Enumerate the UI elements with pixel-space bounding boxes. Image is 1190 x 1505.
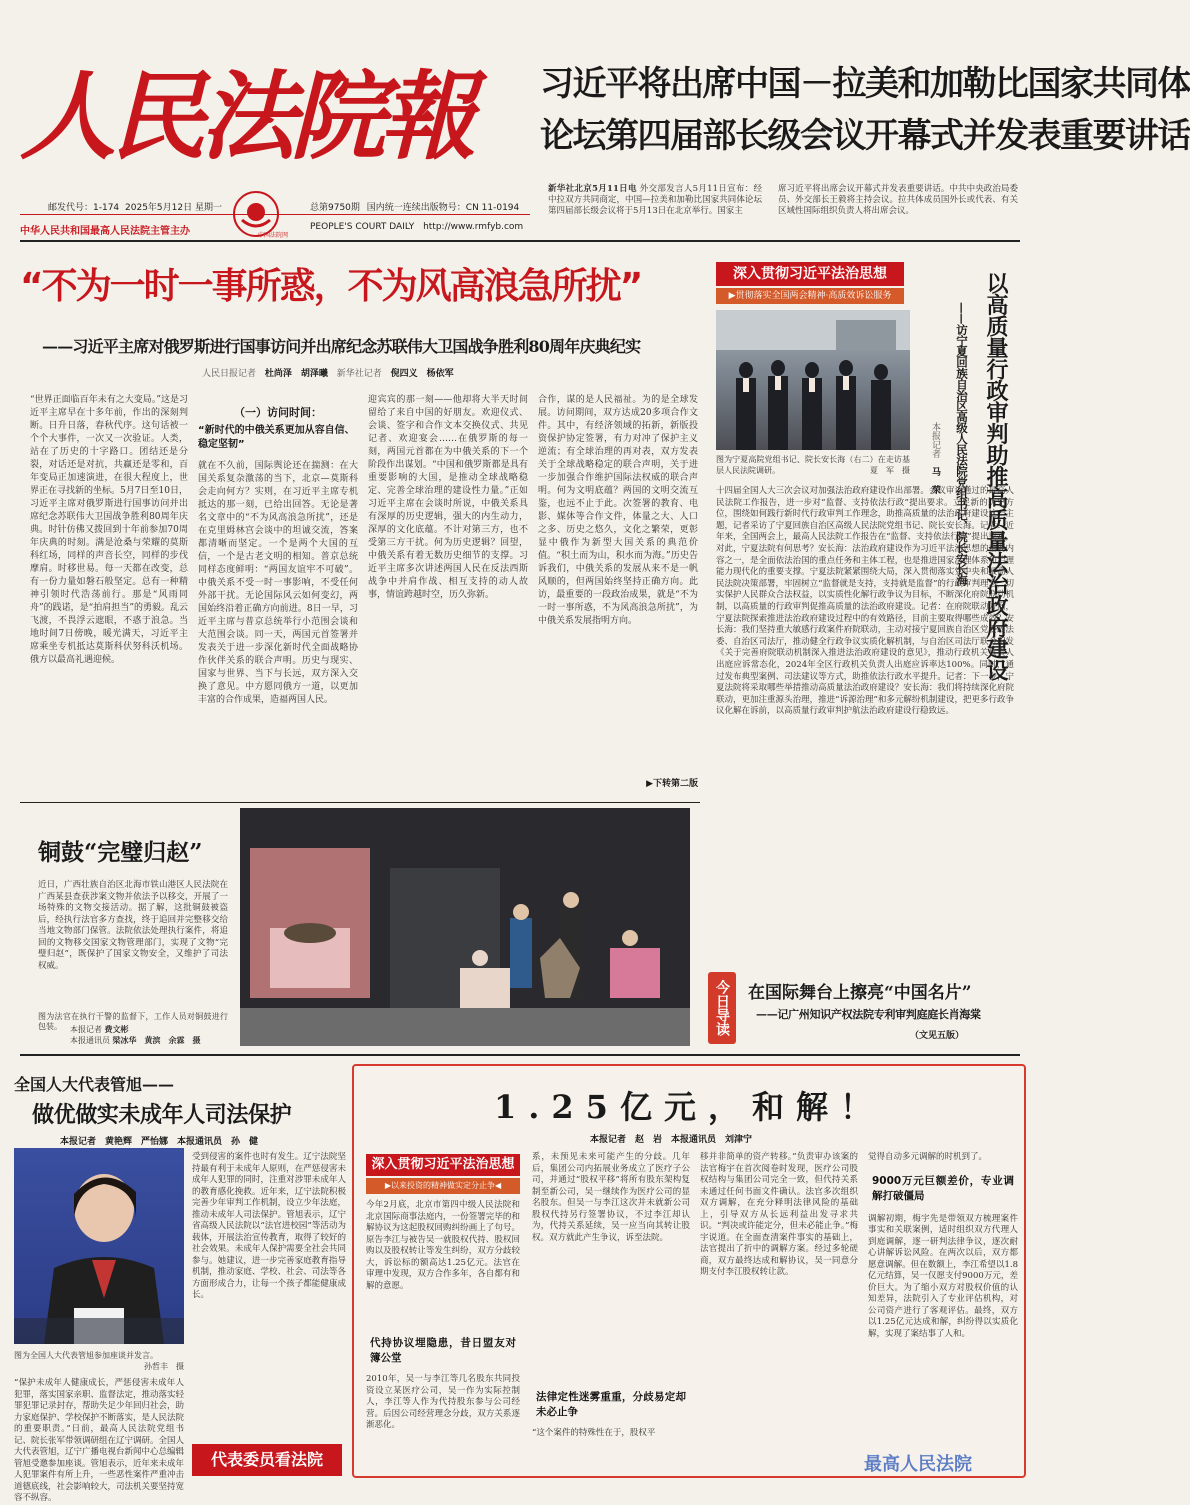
boxed-subhead1: 代持协议埋隐患，昔日盟友对簿公堂 [370, 1337, 516, 1364]
sidebar-body: 十四届全国人大三次会议对加强法治政府建设作出部署。会议审议通过的最高人民法院工作报告，进一步对“监督、支持依法行政”提出要求。立足新的历史方位，围绕如何践行新时代行政审判工作理念，助推高质量的法治政府建设这一主题，记者采访了宁夏回族自治区高级人民法院党组书记、院长安长海。记者：近年来，全国两会上，最高人民法院工作报告在“监督、支持依法行政”提出要求，对此，宁夏法院有何思考？安长海：法治政府建设作为习近平法治思想的重要内容之一，是全面依法治国的重点任务和主体工程，也是推进国家治理体系和治理能力现代化的重要支撑。宁夏法院紧紧围绕大局，深入贯彻落实党中央和最高人民法院决策部署，牢固树立“监督就是支持，支持就是监督”的行政审判理念，切实保护人民群众合法权益，以实质性化解行政争议为目标，不断深化府院联动机制，以高质量的行政审判促推高质量的法治政府建设。记者：在府院联动方面，宁夏法院探索推进法治政府建设过程中的有效路径，目前主要取得哪些成效？安长海：我们坚持重大敏感行政案件府院联动，主动对接宁夏回族自治区党委政法委、自治区司法厅，推动健全行政争议实质化解机制，与自治区司法厅联合印发《关于完善府院联动机制深入推进法治政府建设的意见》，推动行政机关负责人出庭应诉常态化，2024年全区行政机关负责人出庭应诉率达100%。同时，通过发布典型案例、司法建议等方式，助推依法行政水平提升。记者：下一步，宁夏法院将采取哪些举措推动高质量法治政府建设？安长海：我们将持续深化府院联动，更加注重源头治理，推进“诉源治理”和多元解纷机制建设，把更多行政争议化解在诉前，以高质量行政审判护航法治政府建设行稳致远。 [716, 486, 1014, 717]
main-story-col4-text: 合作，谋的是人民福祉。为的是全球发展。访问期间，双方达成20多项合作文件。其中，有经济领域的拓新，新版投资保护协定签署，有力对冲了保护主义逆流；有全球治理的再对表，双方发表关于全球战略稳定的联合声明，关于进一步加强合作维护国际法权威的联合声明。何为文明底蕴？两国的文明交流互鉴，也远不止于此。次签署的教育、电影、媒体等合作文件，体量之大、人口之多、历史之悠久，文化之繁荣，更彰显中俄作为新型大国关系的典范价值。“积土而为山，积水而为海。”历史告诉我们，中俄关系的发展从来不是一帆风顺的，但两国始终坚持正确方向。此访，最重要的一段政治成果，就是“不为一时一事所惑，不为风高浪急所扰”，为中俄关系发展指明方向。 [538, 395, 698, 626]
masthead-meta-left [48, 200, 222, 213]
top-story-lead-col1 [548, 184, 762, 226]
section-title: （一）访问时间： [234, 406, 322, 419]
main-headline: “不为一时一事所惑，不为风高浪急所扰” [20, 266, 642, 307]
section-subtitle: “新时代的中俄关系更加从容自信、稳定坚韧” [198, 425, 355, 450]
today-guide-subheadline: ——记广州知识产权法院专利审判庭庭长肖海棠 [756, 1008, 981, 1021]
delegate-portrait-icon [14, 1148, 184, 1344]
npc-col-left: “保护未成年人健康成长，严惩侵害未成年人犯罪，落实国家亲职、监督法定，推动落实轻罪犯罪记录封存，帮助失足少年回归社会，助力家庭保护、学校保护不断落实，是人民法院的重要职责。”日前，最高人民法院党组书记、院长张军带领调研组在辽宁调研。全国人大代表管旭，辽宁广播电视台新闻中心总编辑管旭受邀参加座谈。管旭表示，近年来未成年人犯罪案件有所上升，一些恶性案件严重冲击道德底线，社会影响较大，司法机关要坚持宽容不纵容。 [14, 1378, 185, 1503]
main-story [20, 250, 700, 798]
sidebar-photo-caption: 图为宁夏高院党组书记、院长安长海（右二）在走访基层人民法院调研。 夏 军 摄 [716, 455, 910, 475]
boxed-byline: 本报记者 赵 岩 本报通讯员 刘津宁 [590, 1135, 753, 1145]
sidebar-byline: 本报记者 马 荣 [930, 422, 940, 494]
today-guide [704, 972, 1022, 1048]
photo-story [20, 808, 700, 1046]
boxed-col1 [366, 1200, 520, 1474]
museum-scene-icon [240, 808, 690, 1046]
sidebar-subheadline: ——访宁夏回族自治区高级人民法院党组书记、院长安长海 [955, 302, 969, 586]
website-link[interactable]: http://www.rmfyb.com [423, 222, 524, 232]
npc-photo [14, 1148, 184, 1344]
emblem-caption: 中国法院网 [258, 232, 289, 239]
npc-col-right: 受到侵害的案件也时有发生。辽宁法院坚持最有利于未成年人原则，在严惩侵害未成年人犯罪的同时，注重对涉罪未成年人的教育感化挽救。近年来，辽宁法院积极完善少年审判工作机制，设立少年法庭，推动未成年人司法保护。管旭表示，辽宁省高级人民法院以“法官进校园”等活动为载体，开展法治宣传教育，取得了较好的社会效果。未成年人保护需要全社会共同参与。她建议，进一步完善家庭教育指导机制，推动家庭、学校、社会、司法等各方面形成合力，让每一个孩子都能健康成长。 [192, 1152, 346, 1300]
cn-number: 国内统一连续出版物号：CN 11-0194 [366, 203, 520, 213]
photo-story-headline: 铜鼓“完璧归赵” [38, 839, 203, 866]
sidebar-banner-sub: ▶贯彻落实全国两会精神·高质效诉讼服务 [716, 288, 904, 304]
boxed-col4b-text: 调解初期，梅宇先是带领双方梳理案件事实和关联案例，适时组织双方代理人到庭调解，逐一研判法律争议，逐次耐心讲解诉讼风险。在两次以后，双方都愿意调解。但在数额上，李江希望以1.8亿元结算，吴一仅愿支付9000万元，差价巨大。为了缩小双方对股权价值的认知差异，法院引入了专业评估机构，对公司资产进行了客观评估。最终，双方以1.25亿元达成和解，纠纷得以实质化解，实现了案结事了人和。 [868, 1213, 1018, 1339]
main-story-col2-text: 就在不久前，国际舆论还在揣测：在大国关系复杂激荡的当下，北京—莫斯科会走向何方？实则，在习近平主席专机抵达的那一刻，已给出回答。无论是著名文章中的“不为风高浪急所扰”，还是在克里姆林宫会谈中的坦诚交流，答案都清晰而坚定。一个是两个大国的互信，一个是古老文明的相知。普京总统同样态度鲜明：“两国友谊牢不可破”。中俄关系不受一时一事影响，不受任何外部干扰。无论国际风云如何变幻，两国始终沿着正确方向前进。8日一早，习近平主席与普京总统举行小范围会谈和大范围会谈。同一天，两国元首签署并发表关于进一步深化新时代全面战略协作伙伴关系的联合声明。历史与现实、国家与世界、当下与长远，双方深入交换了意见。中方愿同俄方一道，以更加丰富的合作成果，造福两国人民。 [198, 461, 358, 705]
boxed-col4 [868, 1152, 1018, 1452]
masthead-meta-right [310, 200, 519, 213]
today-guide-page-ref[interactable]: （文见五版） [910, 1031, 965, 1041]
npc-story [8, 1064, 350, 1503]
drum-photo [240, 808, 690, 1046]
top-story-lead-text1: 外交部发言人5月11日宣布：经中拉双方共同商定，中国—拉美和加勒比国家共同体论坛第四届部长级会议将于5月13日在北京举行。国家主 [548, 184, 762, 216]
photo-story-caption: 图为法官在执行干警的监督下，工作人员对铜鼓进行包装。 [38, 1012, 228, 1031]
officials-photo-icon [716, 310, 910, 450]
top-story-headline-2: 论坛第四届部长级会议开幕式并发表重要讲话 [540, 116, 1190, 156]
main-divider-mid [20, 802, 700, 803]
today-guide-tag: 今日导读 [708, 972, 736, 1044]
boxed-story [352, 1064, 1026, 1478]
photo-story-credit: 本报记者 费文彬 本报通讯员 梁冰华 黄滨 余霖 摄 [70, 1025, 201, 1045]
today-guide-headline[interactable]: 在国际舞台上擦亮“中国名片” [748, 983, 972, 1003]
boxed-col1-text: 今年2月底，北京市第四中级人民法院和北京国际商事法庭内，一份签署完毕的和解协议为这起股权回购纠纷画上了句号。原告李江与被告吴一就股权代持、股权回购以及股权转让等发生纠纷，双方分歧较大，诉讼标的额高达1.25亿元。法官在审理中发现，双方合作多年，各自都有和解的意愿。 [366, 1200, 520, 1291]
boxed-col2b-text: “这个案件的特殊性在于，股权平 [532, 1428, 656, 1438]
sidebar-headline: 以高质量行政审判助推高质量法治政府建设 [983, 272, 1008, 681]
masthead [0, 0, 1190, 239]
npc-headline: 做优做实未成年人司法保护 [32, 1102, 292, 1128]
postal-code: 邮发代号：1-174 [48, 203, 120, 213]
sidebar-photo [716, 310, 910, 450]
continued-link[interactable]: ▶下转第二版 [646, 779, 698, 789]
sponsor-line: 中华人民共和国最高人民法院主管主办 [20, 226, 190, 237]
boxed-subhead2: 法律定性迷雾重重，分歧易定却未必止争 [536, 1391, 686, 1418]
npc-caption: 图为全国人大代表管旭参加座谈并发言。 孙哲丰 摄 [14, 1351, 184, 1371]
issue-date: 2025年5月12日 星期一 [125, 203, 222, 213]
sidebar-banner: 深入贯彻习近平法治思想 [716, 262, 904, 286]
newspaper-logo: 人民法院報 [20, 60, 470, 173]
boxed-headline: 1.25亿元，和解！ [494, 1088, 884, 1126]
npc-kicker: 全国人大代表管旭—— [14, 1075, 175, 1094]
npc-bottom-banner-text: 代表委员看法院 [210, 1450, 323, 1469]
npc-bottom-banner [192, 1444, 342, 1476]
main-subheadline: ——习近平主席对俄罗斯进行国事访问并出席纪念苏联伟大卫国战争胜利80周年庆典纪实 [42, 337, 641, 356]
masthead-divider [20, 240, 1020, 242]
boxed-banner-sub: ▶以来投资的精神做实定分止争◀ [366, 1178, 520, 1194]
top-story-headline-1: 习近平将出席中国－拉美和加勒比国家共同体 [540, 64, 1190, 104]
boxed-col2-text: 系，未预见未来可能产生的分歧。几年后，集团公司内拓展业务成立了医疗子公司，并通过“股权平移”将所有股东架构复制至新公司，吴一继续作为医疗公司的显名股东。但吴一与李江这次并未就新公司股权代持另行签署协议，不过李江却认为，代持关系延续，吴一应当向其转让股权。双方就此产生争议，诉至法院。 [532, 1152, 690, 1243]
boxed-col3: 移并非简单的资产转移。”负责审办该案的法官梅宇在首次阅卷时发现，医疗公司股权结构与集团公司完全一致，但代持关系未通过任何书面文件确认。法官多次组织双方调解，在充分释明法律风险的基础上，引导双方从长远利益出发寻求共识。“判决或许能定分，但未必能止争。”梅宇说道。在全面查清案件事实的基础上，法官提出了折中的调解方案。经过多轮磋商，双方最终达成和解协议，吴一同意分期支付李江股权转让款。 [700, 1152, 858, 1277]
top-story-dateline: 新华社北京5月11日电 [548, 184, 637, 194]
sidebar-story [712, 262, 1022, 802]
photo-story-body: 近日，广西壮族自治区北海市铁山港区人民法院在广西某县查获涉案文物并依法予以移交，开展了一场特殊的文物交接活动。据了解，这批铜鼓被盗后，经执行法官多方查找，终于追回并完整移交给当地文物部门保管。法院依法处理执行案件，将追回的文物移交国家文物管理部门，实现了文物“完璧归赵”，既保护了国家文物安全，又维护了司法权威。 [38, 880, 228, 971]
watermark: 最高人民法院 [864, 1454, 972, 1475]
english-name: PEOPLE'S COURT DAILY [310, 222, 415, 232]
boxed-col4-text: 觉得自动多元调解的时机到了。 [868, 1152, 988, 1162]
boxed-col2 [532, 1152, 690, 1474]
top-story-lead-col2: 席习近平将出席会议开幕式并发表重要讲话。中共中央政治局委员、外交部长王毅将主持会议。拉共体成员国外长或代表、有关区域性国际组织负责人将出席会议。 [778, 184, 1018, 216]
bottom-divider [20, 1054, 1020, 1056]
main-story-col2 [198, 394, 358, 794]
masthead-english [310, 222, 523, 232]
boxed-subhead3: 9000万元巨额差价，专业调解打破僵局 [872, 1174, 1014, 1202]
boxed-banner: 深入贯彻习近平法治思想 [366, 1154, 520, 1176]
main-byline: 人民日报记者 杜尚泽 胡泽曦 新华社记者 倪四义 杨依军 [202, 369, 454, 379]
main-story-col1: “世界正面临百年未有之大变局。”这是习近平主席早在十多年前，作出的深刻判断。日升日落，春秋代序。这句话被一个个大事件，一次又一次验证。人类，站在了历史的十字路口。团结还是分裂，对话还是对抗，共赢还是零和，百年变局正加速演进，在很大程度上，世界正在寻找新的坐标。5月7日至10日，习近平主席对俄罗斯进行国事访问并出席纪念苏联伟大卫国战争胜利80周年庆典。时针仿佛又拨回到十年前参加70周年庆典的时刻。满是沧桑与荣耀的莫斯科红场，同样的声音长空，同样的步伐摩肩。时移世易。每一天都在改变，总有一份力量如磐石般坚定。总有一种精神引领时代浩荡前行。那是“风雨同舟”的践诺，是“拍肩担当”的勇毅。乱云飞渡，不畏浮云遮眼，不惑于浪急。当地时间7日傍晚，暖光满天，习近平主席乘坐专机抵达莫斯科伏努科沃机场。俄方以最高礼遇迎候。 [30, 395, 188, 665]
npc-byline: 本报记者 黄艳辉 严怡娜 本报通讯员 孙 健 [60, 1137, 259, 1147]
main-story-col3: 迎宾宾的那一刻——他却将大半天时间留给了来自中国的好朋友。欢迎仪式、会谈、签字和合作文本交换仪式、共见记者、欢迎宴会……在俄罗斯的每一刻，两国元首都在为中俄关系的下一个阶段作出谋划。“中国和俄罗斯都是具有重要影响的大国，是推动全球战略稳定、完善全球治理的建设性力量。”正如习近平主席在会谈时所说，中俄关系具有深厚的历史逻辑，强大的内生动力，深厚的文化底蕴。不计对第三方，也不受第三方干扰。何为历史逻辑？回望，中俄关系有着无数历史细节的支撑。习近平主席多次讲述两国人民在反法西斯战争中并肩作战、相互支持的动人故事，情谊跨越时空，历久弥新。 [368, 395, 528, 600]
main-story-col4 [538, 394, 698, 794]
issue-number: 总第9750期 [310, 203, 360, 213]
boxed-col1b-text: 2010年，吴一与李江等几名股东共同投资设立某医疗公司，吴一作为实际控制人，李江等人作为代持股东参与公司经营。后因公司经营理念分歧，双方关系逐渐恶化。 [366, 1374, 520, 1430]
